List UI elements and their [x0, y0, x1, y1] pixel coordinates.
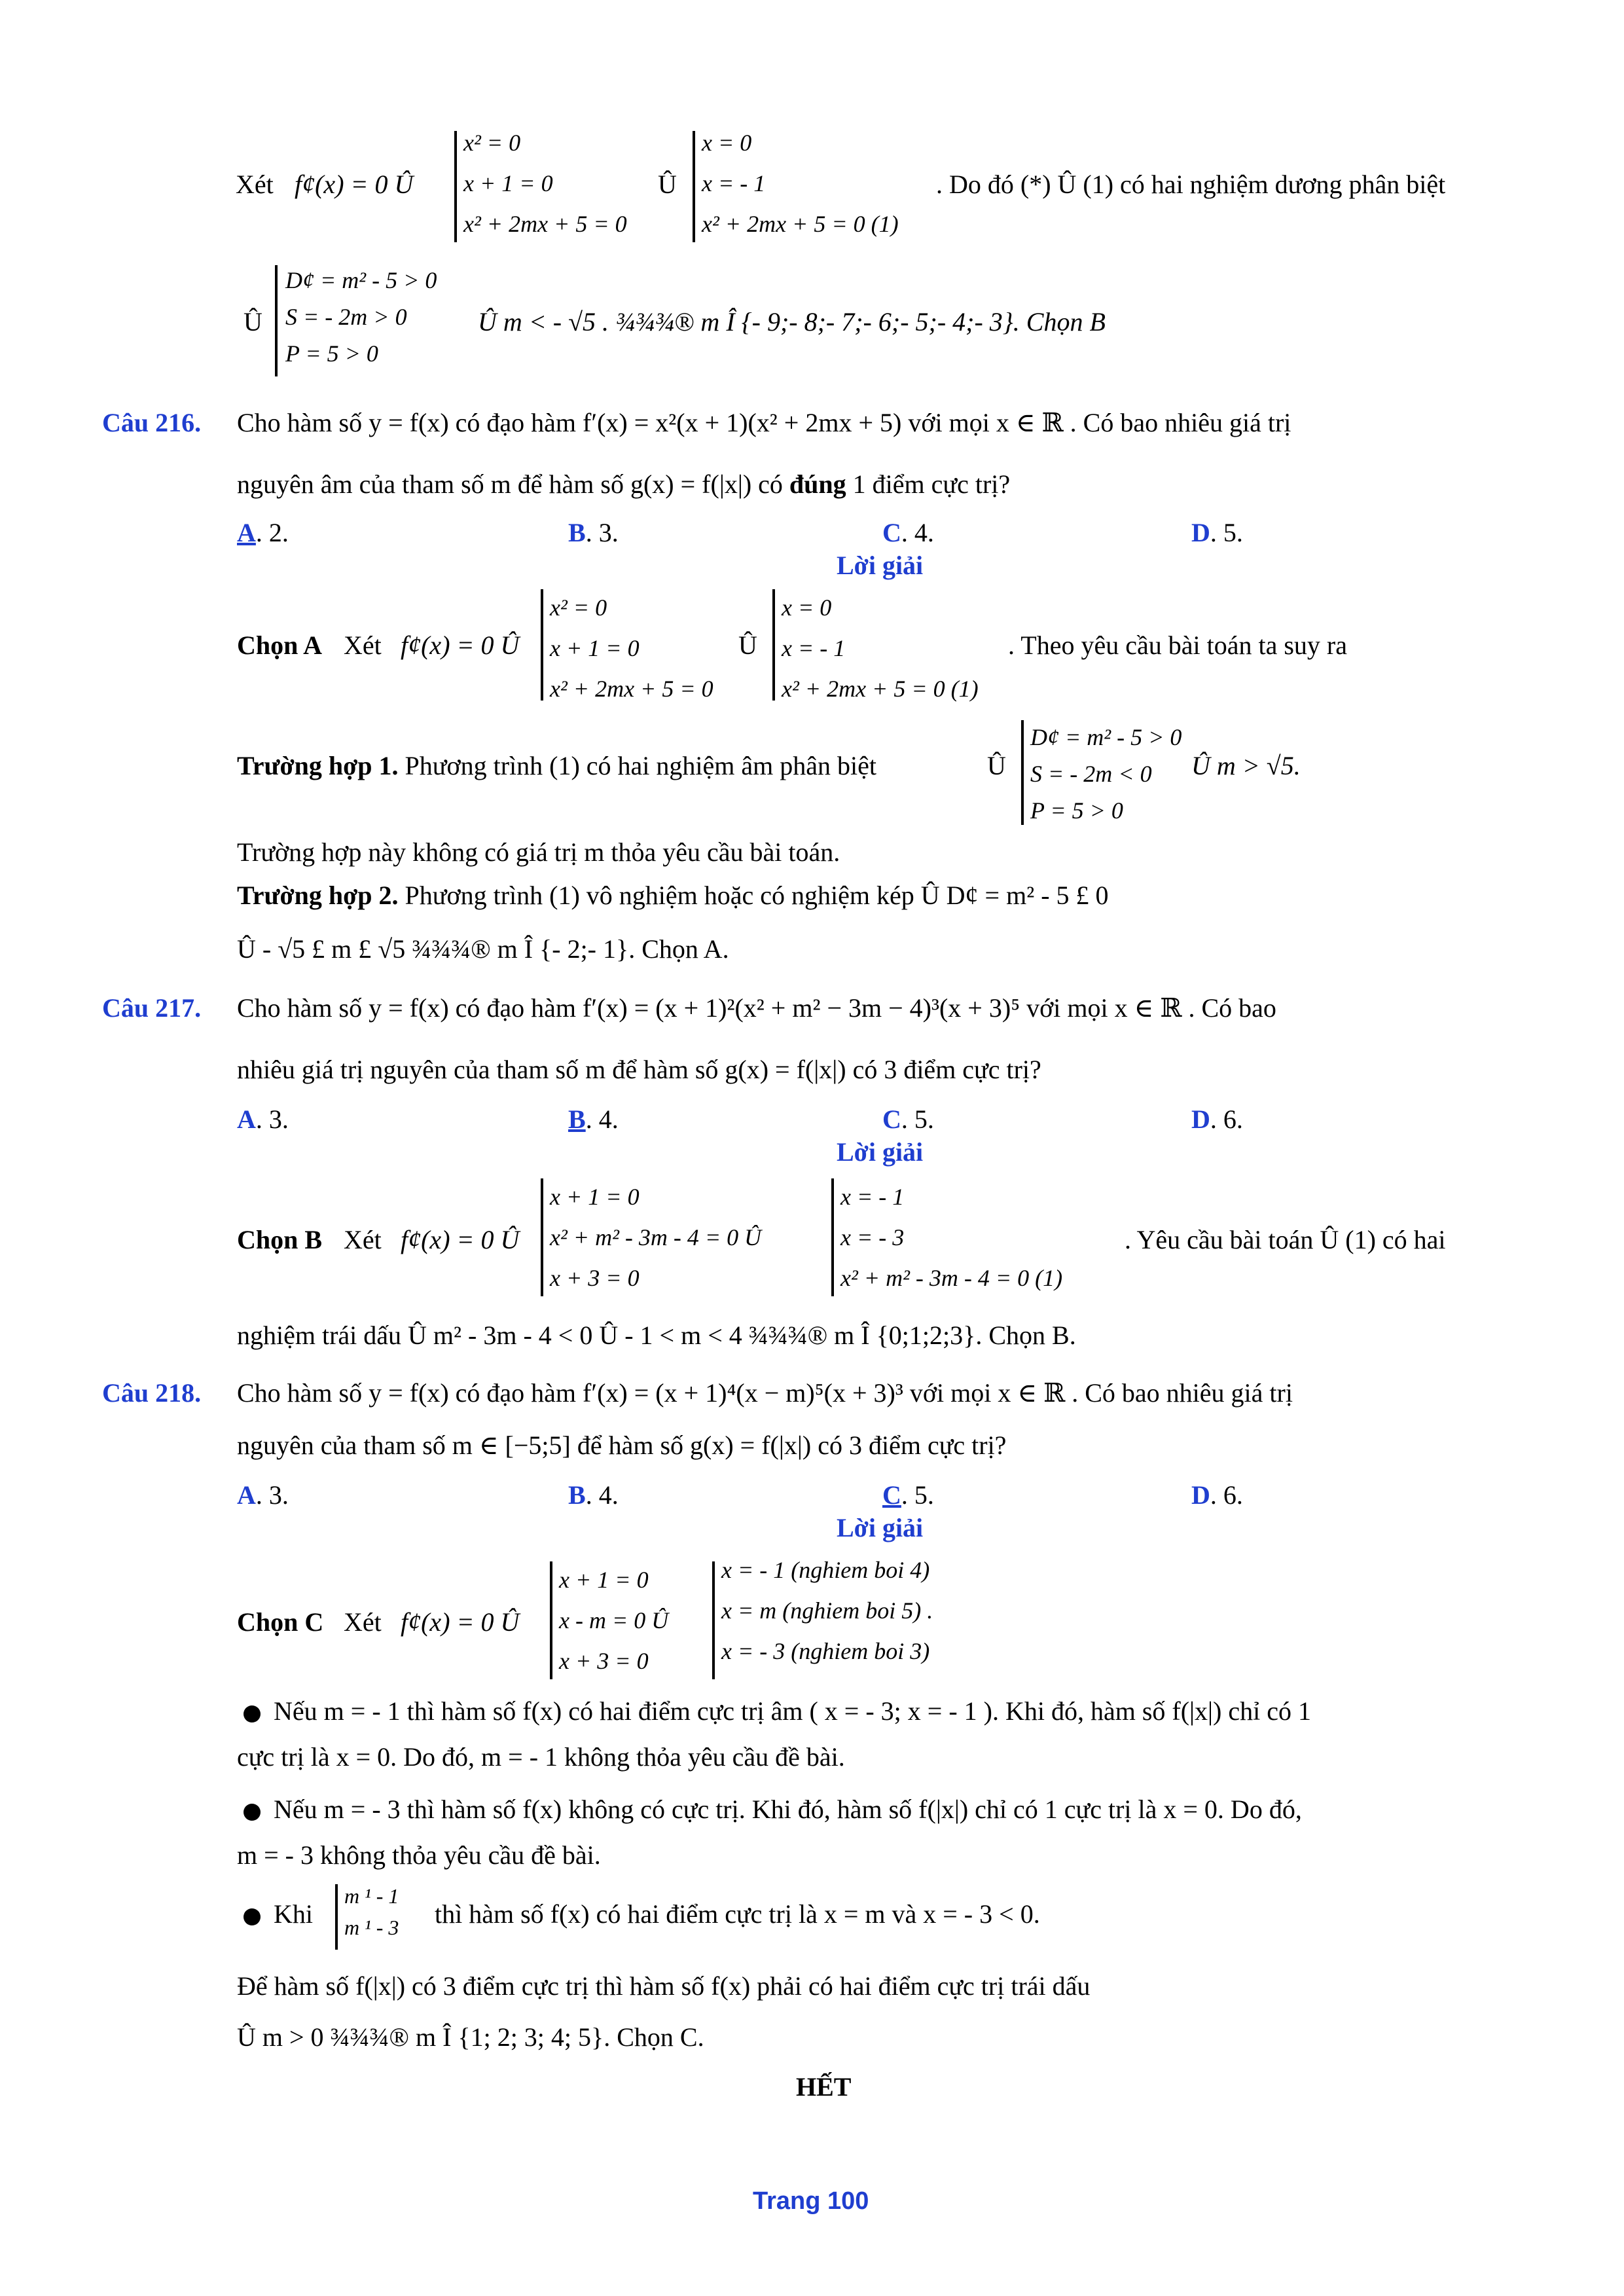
- q218-bullet3: Khi: [244, 1899, 313, 1930]
- q216-case1-note: Trường hợp này không có giá trị m thỏa yêu cầu bài toán.: [237, 837, 840, 867]
- q216-case1-result: Û m > √5.: [1191, 751, 1301, 780]
- end-marker: HẾT: [796, 2072, 852, 2102]
- q217-chon: Chọn B: [237, 1225, 323, 1254]
- bullet-icon: [244, 1804, 261, 1821]
- q218-line2: nguyên của tham số m ∈ [−5;5] để hàm số g(x) = f(|x|) có 3 điểm cực trị?: [237, 1430, 1007, 1460]
- q218-option-a[interactable]: A. 3.: [237, 1480, 289, 1510]
- intro-brace-cond: [275, 265, 278, 376]
- q216-follow: . Theo yêu cầu bài toán ta suy ra: [1008, 630, 1347, 660]
- q216-option-b[interactable]: B. 3.: [568, 518, 619, 547]
- q218-bullet1-line1: Nếu m = - 1 thì hàm số f(x) có hai điểm cực trị âm ( x = - 3; x = - 1 ). Khi đó, hàm số f(|x|) chỉ có 1: [244, 1696, 1311, 1727]
- q216-fprime: f¢(x) = 0 Û: [401, 630, 520, 660]
- q218-bullet2-line1: Nếu m = - 3 thì hàm số f(x) không có cực trị. Khi đó, hàm số f(|x|) chỉ có 1 cực trị là x = 0. Do đó,: [244, 1794, 1302, 1825]
- intro-brace-a: [454, 131, 457, 242]
- q218-option-d[interactable]: D. 6.: [1191, 1480, 1243, 1510]
- q216-xet: Xét: [344, 630, 382, 660]
- q218-bullet1-line2: cực trị là x = 0. Do đó, m = - 1 không thỏa yêu cầu đề bài.: [237, 1742, 845, 1772]
- q218-final-line2: Û m > 0 ¾¾¾® m Î {1; 2; 3; 4; 5}. Chọn C.: [237, 2022, 704, 2052]
- intro-fprime: f¢(x) = 0 Û: [295, 170, 414, 199]
- q216-case2-result: Û - √5 £ m £ √5 ¾¾¾® m Î {- 2;- 1}. Chọn A.: [237, 934, 729, 964]
- intro-conclusion: . Do đó (*) Û (1) có hai nghiệm dương phân biệt: [936, 170, 1446, 199]
- intro-brace-b: [693, 131, 695, 242]
- q218-bullet2-line2: m = - 3 không thỏa yêu cầu đề bài.: [237, 1840, 601, 1870]
- q218-solution-heading: Lời giải: [837, 1513, 924, 1542]
- bullet-icon: [244, 1908, 261, 1925]
- q216-brace-a: [541, 589, 543, 701]
- intro-result: Û m < - √5 . ¾¾¾® m Î {- 9;- 8;- 7;- 6;- 5;- 4;- 3}. Chọn B: [478, 307, 1106, 337]
- q217-xet: Xét: [344, 1225, 382, 1254]
- intro-conditions: D¢ = m² - 5 > 0 S = - 2m > 0 P = 5 > 0: [285, 267, 437, 367]
- q218-bullet3-conditions: m ¹ - 1 m ¹ - 3: [344, 1884, 399, 1939]
- page-footer: Trang 100: [753, 2187, 869, 2215]
- q217-fprime: f¢(x) = 0 Û: [401, 1225, 520, 1254]
- q216-equiv: Û: [738, 630, 757, 660]
- q216-case1-conditions: D¢ = m² - 5 > 0 S = - 2m < 0 P = 5 > 0: [1030, 724, 1182, 824]
- q216-line1: Cho hàm số y = f(x) có đạo hàm f′(x) = x²(x + 1)(x² + 2mx + 5) với mọi x ∈ ℝ . Có bao nhiêu giá trị: [237, 408, 1291, 437]
- q216-case1-brace: [1021, 720, 1024, 825]
- q216-system-b: x = 0 x = - 1 x² + 2mx + 5 = 0 (1): [782, 594, 979, 702]
- q216-line2: nguyên âm của tham số m để hàm số g(x) = f(|x|) có đúng 1 điểm cực trị?: [237, 469, 1011, 499]
- q216-system-a: x² = 0 x + 1 = 0 x² + 2mx + 5 = 0: [550, 594, 713, 702]
- intro-system-b: x = 0 x = - 1 x² + 2mx + 5 = 0 (1): [702, 130, 899, 237]
- q218-system-b: x = - 1 (nghiem boi 4) x = m (nghiem boi 5) . x = - 3 (nghiem boi 3): [721, 1557, 933, 1664]
- q218-option-c[interactable]: C. 5.: [882, 1480, 934, 1510]
- q217-result: nghiệm trái dấu Û m² - 3m - 4 < 0 Û - 1 < m < 4 ¾¾¾® m Î {0;1;2;3}. Chọn B.: [237, 1321, 1076, 1350]
- intro-system-a: x² = 0 x + 1 = 0 x² + 2mx + 5 = 0: [463, 130, 627, 237]
- q217-brace-b: [831, 1178, 834, 1296]
- q216-brace-b: [772, 589, 775, 701]
- q218-final-line1: Để hàm số f(|x|) có 3 điểm cực trị thì hàm số f(x) phải có hai điểm cực trị trái dấu: [237, 1971, 1091, 2001]
- q217-option-d[interactable]: D. 6.: [1191, 1104, 1243, 1134]
- q216-case2: Trường hợp 2. Phương trình (1) vô nghiệm hoặc có nghiệm kép Û D¢ = m² - 5 £ 0: [237, 881, 1109, 910]
- q217-follow: . Yêu cầu bài toán Û (1) có hai: [1125, 1225, 1446, 1254]
- q218-label: Câu 218.: [102, 1378, 202, 1408]
- q218-xet: Xét: [344, 1607, 382, 1637]
- bullet-icon: [244, 1705, 261, 1722]
- q218-bullet3-brace: [335, 1884, 338, 1950]
- q216-case1: Trường hợp 1. Phương trình (1) có hai nghiệm âm phân biệt: [237, 751, 876, 780]
- q216-label: Câu 216.: [102, 408, 202, 437]
- q217-solution-heading: Lời giải: [837, 1137, 924, 1167]
- intro-equiv: Û: [658, 170, 677, 199]
- q217-option-a[interactable]: A. 3.: [237, 1104, 289, 1134]
- q218-brace-a: [550, 1561, 552, 1679]
- q216-option-a[interactable]: A. 2.: [237, 518, 289, 547]
- intro-equiv2: Û: [244, 307, 262, 337]
- q218-brace-b: [712, 1561, 715, 1679]
- q218-line1: Cho hàm số y = f(x) có đạo hàm f′(x) = (x + 1)⁴(x − m)⁵(x + 3)³ với mọi x ∈ ℝ . Có bao nhiêu giá trị: [237, 1378, 1293, 1408]
- q218-system-a: x + 1 = 0 x - m = 0 Û x + 3 = 0: [559, 1567, 669, 1674]
- q216-chon: Chọn A: [237, 630, 323, 660]
- q216-solution-heading: Lời giải: [837, 551, 924, 580]
- q217-system-a: x + 1 = 0 x² + m² - 3m - 4 = 0 Û x + 3 = 0: [550, 1184, 762, 1291]
- q217-brace-a: [541, 1178, 543, 1296]
- q217-label: Câu 217.: [102, 993, 202, 1023]
- q218-chon: Chọn C: [237, 1607, 324, 1637]
- q217-option-c[interactable]: C. 5.: [882, 1104, 934, 1134]
- q218-option-b[interactable]: B. 4.: [568, 1480, 619, 1510]
- q216-option-c[interactable]: C. 4.: [882, 518, 934, 547]
- q216-case1-equiv: Û: [987, 751, 1006, 780]
- q216-option-d[interactable]: D. 5.: [1191, 518, 1243, 547]
- q217-line2: nhiêu giá trị nguyên của tham số m để hàm số g(x) = f(|x|) có 3 điểm cực trị?: [237, 1055, 1041, 1084]
- q218-fprime: f¢(x) = 0 Û: [401, 1607, 520, 1637]
- intro-xet: Xét: [236, 170, 274, 199]
- q218-bullet3-text: thì hàm số f(x) có hai điểm cực trị là x = m và x = - 3 < 0.: [435, 1899, 1040, 1929]
- q217-system-b: x = - 1 x = - 3 x² + m² - 3m - 4 = 0 (1): [840, 1184, 1063, 1291]
- q217-line1: Cho hàm số y = f(x) có đạo hàm f′(x) = (x + 1)²(x² + m² − 3m − 4)³(x + 3)⁵ với mọi x ∈ ℝ . Có bao: [237, 993, 1276, 1023]
- q217-option-b[interactable]: B. 4.: [568, 1104, 619, 1134]
